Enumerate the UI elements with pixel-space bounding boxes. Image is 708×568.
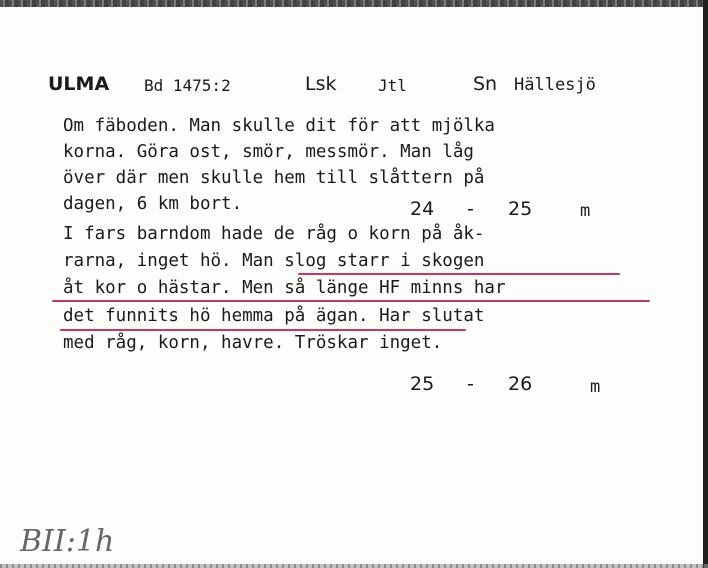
ref-2-to: 26 bbox=[508, 373, 533, 395]
ref-1-unit: m bbox=[580, 201, 591, 221]
province-code: Lsk bbox=[305, 73, 337, 95]
text-line-9: med råg, korn, havre. Tröskar inget. bbox=[63, 333, 443, 353]
card-header bbox=[48, 73, 668, 101]
text-line-7: åt kor o hästar. Men så länge HF minns har bbox=[63, 278, 506, 298]
text-line-5: I fars barndom hade de råg o korn på åk- bbox=[63, 224, 485, 244]
card-right-border bbox=[703, 0, 708, 568]
ref-1-from: 24 bbox=[410, 198, 435, 220]
reference-number: Bd 1475:2 bbox=[144, 76, 231, 95]
ref-2-dash: - bbox=[467, 373, 474, 395]
text-line-6: rarna, inget hö. Man slog starr i skogen bbox=[63, 251, 485, 271]
text-line-2: korna. Göra ost, smör, messmör. Man låg bbox=[63, 142, 474, 162]
archive-code: ULMA bbox=[48, 73, 110, 95]
ref-2-from: 25 bbox=[410, 373, 435, 395]
text-line-4: dagen, 6 km bort. bbox=[63, 194, 243, 214]
parish-name: Hällesjö bbox=[514, 75, 596, 95]
card-bottom-border bbox=[0, 564, 708, 568]
card-top-border bbox=[0, 0, 708, 7]
ref-2-unit: m bbox=[590, 377, 601, 397]
dialect-code: Jtl bbox=[378, 76, 407, 95]
underline-1 bbox=[298, 273, 620, 275]
underline-2 bbox=[52, 300, 650, 302]
parish-prefix: Sn bbox=[473, 73, 498, 95]
ref-1-dash: - bbox=[467, 198, 474, 220]
ref-1-to: 25 bbox=[508, 198, 533, 220]
handwritten-signature: BII:1h bbox=[20, 524, 115, 559]
text-line-1: Om fäboden. Man skulle dit för att mjölka bbox=[63, 116, 495, 136]
text-line-3: över där men skulle hem till slåttern på bbox=[63, 168, 485, 188]
text-line-8: det funnits hö hemma på ägan. Har slutat bbox=[63, 306, 485, 326]
